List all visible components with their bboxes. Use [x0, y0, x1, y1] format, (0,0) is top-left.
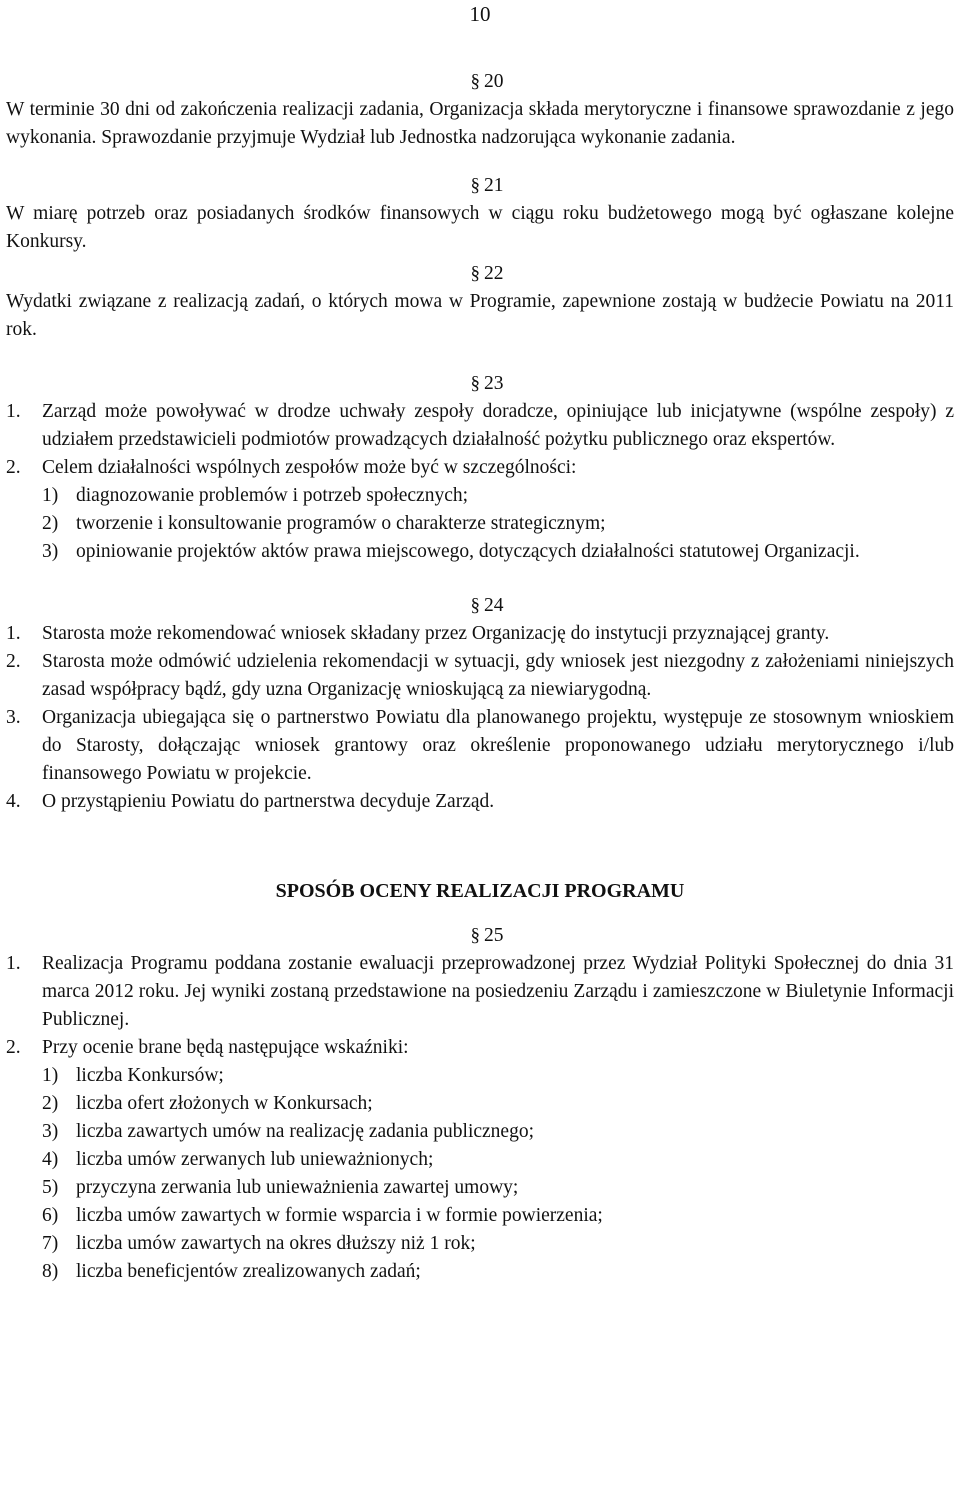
- subitem-text: liczba beneficjentów zrealizowanych zadań;: [76, 1261, 421, 1282]
- section-number: 24: [484, 595, 504, 616]
- subitem-number: 4): [42, 1149, 59, 1170]
- item-number: 4.: [6, 791, 21, 812]
- item-number: 2.: [6, 457, 21, 478]
- section-21-text: W miarę potrzeb oraz posiadanych środków finansowych w ciągu roku budżetowego mogą być ogłaszane kolejne Konkursy.: [6, 203, 954, 252]
- subitem-number: 5): [42, 1177, 59, 1198]
- sub-list-item: [6, 1062, 954, 1090]
- page-number: 10: [469, 2, 491, 26]
- sub-list-item: [6, 1258, 954, 1286]
- subitem-text: opiniowanie projektów aktów prawa miejscowego, dotyczących działalności statutowej Organizacji.: [76, 541, 860, 562]
- item-text: Organizacja ubiegająca się o partnerstwo Powiatu dla planowanego projektu, występuje ze stosownym wnioskiem do Starosty, dołączając wniosek grantowy oraz określenie proponowanego udziału merytorycznego i/lub finansowego Powiatu w projekcie.: [42, 707, 954, 784]
- subitem-text: liczba ofert złożonych w Konkursach;: [76, 1093, 373, 1114]
- item-number: 2.: [6, 651, 21, 672]
- section-heading: SPOSÓB OCENY REALIZACJI PROGRAMU: [275, 880, 685, 902]
- section-21-heading: [6, 172, 954, 200]
- sub-list-item: [6, 1146, 954, 1174]
- item-text: O przystąpieniu Powiatu do partnerstwa decyduje Zarząd.: [42, 791, 495, 812]
- section-sign-icon: §: [470, 595, 480, 616]
- section-number: 20: [484, 71, 504, 92]
- list-item: [6, 1034, 954, 1062]
- section-number: 21: [484, 175, 504, 196]
- list-item: [6, 704, 954, 788]
- item-number: 1.: [6, 401, 21, 422]
- subitem-text: liczba zawartych umów na realizację zadania publicznego;: [76, 1121, 535, 1142]
- section-sign-icon: §: [470, 175, 480, 196]
- subitem-text: liczba Konkursów;: [76, 1065, 224, 1086]
- section-20-text: W terminie 30 dni od zakończenia realizacji zadania, Organizacja składa merytoryczne i finansowe sprawozdanie z jego wykonania. Sprawozdanie przyjmuje Wydział lub Jednostka nadzorująca wykonanie zadania.: [6, 99, 954, 148]
- list-item: [6, 620, 954, 648]
- subitem-number: 7): [42, 1233, 59, 1254]
- sub-list-item: [6, 510, 954, 538]
- section-number: 23: [484, 373, 504, 394]
- sub-list-item: [6, 1118, 954, 1146]
- list-item: [6, 454, 954, 482]
- subitem-number: 8): [42, 1261, 59, 1282]
- document-body: [6, 68, 954, 1286]
- list-item: [6, 398, 954, 454]
- item-number: 1.: [6, 953, 21, 974]
- section-sign-icon: §: [470, 263, 480, 284]
- list-item: [6, 950, 954, 1034]
- sub-list: [6, 1062, 954, 1286]
- subitem-number: 3): [42, 541, 59, 562]
- item-text: Realizacja Programu poddana zostanie ewaluacji przeprowadzonej przez Wydział Polityki Społecznej do dnia 31 marca 2012 roku. Jej wyniki zostaną przedstawione na posiedzeniu Zarządu i zamieszczone w Biuletynie Informacji Publicznej.: [42, 953, 954, 1030]
- section-sign-icon: §: [470, 373, 480, 394]
- item-text: Zarząd może powoływać w drodze uchwały zespoły doradcze, opiniujące lub inicjatywne (wspólne zespoły) z udziałem przedstawicieli podmiotów prowadzących działalność pożytku publicznego oraz ekspertów.: [42, 401, 954, 450]
- subitem-text: tworzenie i konsultowanie programów o charakterze strategicznym;: [76, 513, 606, 534]
- section-25-heading: [6, 922, 954, 950]
- item-number: 3.: [6, 707, 21, 728]
- section-sign-icon: §: [470, 925, 480, 946]
- subitem-text: przyczyna zerwania lub unieważnienia zawartej umowy;: [76, 1177, 519, 1198]
- subitem-number: 1): [42, 485, 59, 506]
- subitem-number: 6): [42, 1205, 59, 1226]
- section-number: 25: [484, 925, 504, 946]
- sub-list-item: [6, 482, 954, 510]
- sub-list-item: [6, 1230, 954, 1258]
- sub-list-item: [6, 538, 954, 566]
- item-text: Przy ocenie brane będą następujące wskaźniki:: [42, 1037, 409, 1058]
- sub-list: [6, 482, 954, 566]
- sub-list-item: [6, 1174, 954, 1202]
- section-24-heading: [6, 592, 954, 620]
- subitem-number: 1): [42, 1065, 59, 1086]
- section-sign-icon: §: [470, 71, 480, 92]
- item-number: 2.: [6, 1037, 21, 1058]
- sub-list-item: [6, 1090, 954, 1118]
- item-text: Celem działalności wspólnych zespołów może być w szczególności:: [42, 457, 577, 478]
- subitem-number: 2): [42, 513, 59, 534]
- subitem-text: diagnozowanie problemów i potrzeb społecznych;: [76, 485, 469, 506]
- section-23-heading: [6, 370, 954, 398]
- list-item: [6, 788, 954, 816]
- section-20-heading: [6, 68, 954, 96]
- section-22-heading: [6, 260, 954, 288]
- subitem-text: liczba umów zawartych na okres dłuższy niż 1 rok;: [76, 1233, 476, 1254]
- item-number: 1.: [6, 623, 21, 644]
- section-22-text: Wydatki związane z realizacją zadań, o których mowa w Programie, zapewnione zostają w budżecie Powiatu na 2011 rok.: [6, 291, 954, 340]
- subitem-number: 3): [42, 1121, 59, 1142]
- subitem-text: liczba umów zawartych w formie wsparcia i w formie powierzenia;: [76, 1205, 603, 1226]
- item-text: Starosta może odmówić udzielenia rekomendacji w sytuacji, gdy wniosek jest niezgodny z założeniami niniejszych zasad współpracy bądź, gdy uzna Organizację wnioskującą za niewiarygodną.: [42, 651, 954, 700]
- section-number: 22: [484, 263, 504, 284]
- item-text: Starosta może rekomendować wniosek składany przez Organizację do instytucji przyznającej granty.: [42, 623, 830, 644]
- sub-list-item: [6, 1202, 954, 1230]
- subitem-number: 2): [42, 1093, 59, 1114]
- list-item: [6, 648, 954, 704]
- subitem-text: liczba umów zerwanych lub unieważnionych;: [76, 1149, 434, 1170]
